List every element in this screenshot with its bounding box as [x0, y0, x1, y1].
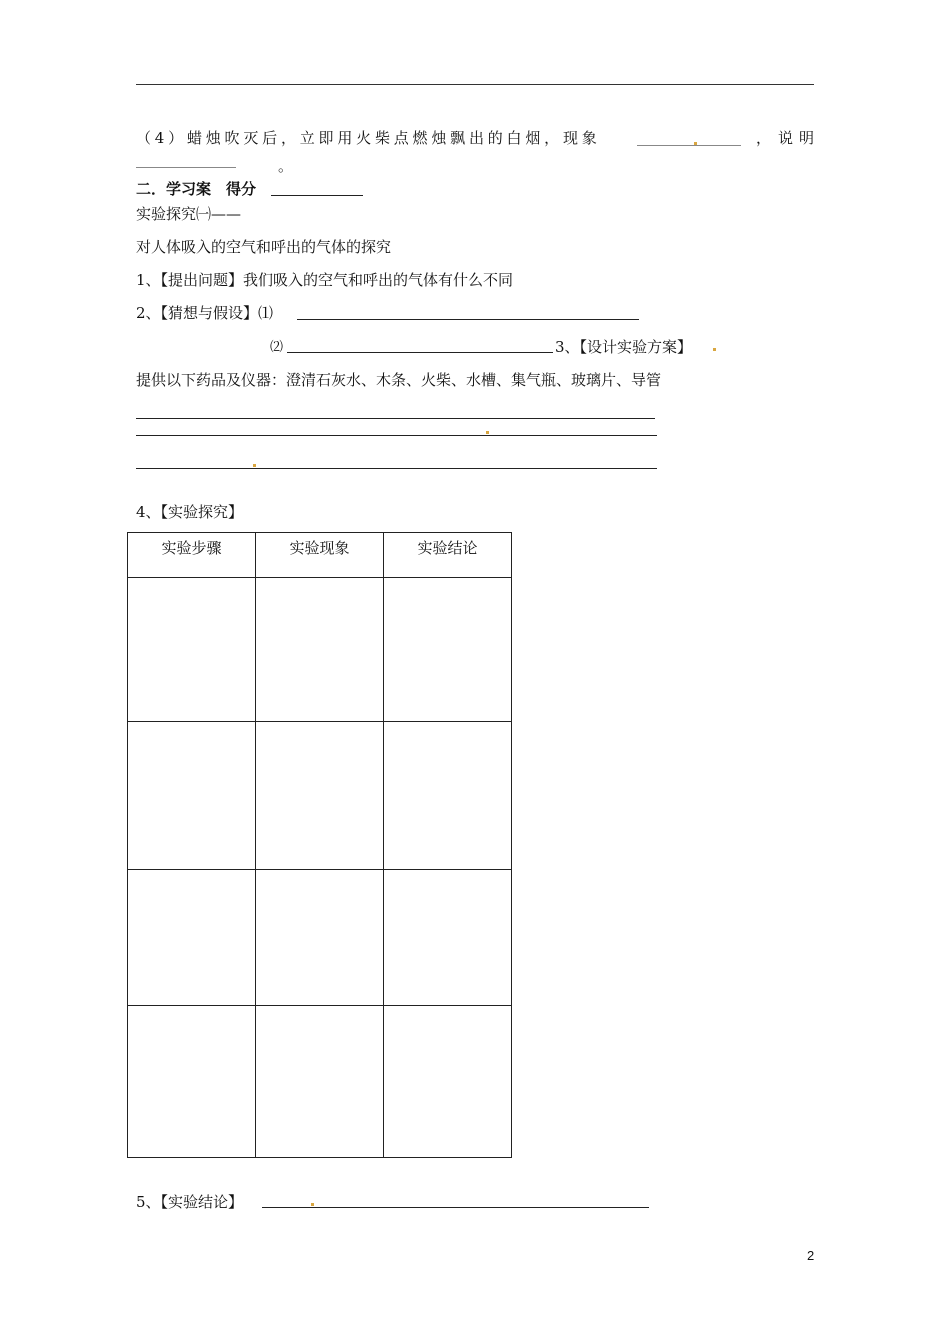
item3-design: 3、【设计实验方案】: [555, 338, 693, 356]
score-blank[interactable]: [271, 195, 363, 196]
table-cell[interactable]: [128, 722, 256, 870]
table-cell[interactable]: [384, 722, 512, 870]
materials-list: 提供以下药品及仪器：澄清石灰水、木条、火柴、水槽、集气瓶、玻璃片、导管: [136, 371, 662, 389]
hypothesis2-label: ⑵: [270, 340, 284, 355]
table-cell[interactable]: [128, 1006, 256, 1158]
conclusion-speck: [311, 1203, 314, 1206]
item1-question: 1、【提出问题】我们吸入的空气和呼出的气体有什么不同: [136, 271, 514, 289]
table-cell[interactable]: [384, 578, 512, 722]
q4-speck: [694, 142, 697, 145]
table-row: [128, 1006, 512, 1158]
q4-say: 说明: [778, 129, 821, 147]
hypothesis2-blank[interactable]: [287, 352, 553, 353]
q4-text: （4）蜡烛吹灭后，立即用火柴点燃烛飘出的白烟，现象: [136, 129, 601, 147]
plan-speck-2: [253, 464, 256, 467]
header-steps: 实验步骤: [128, 533, 256, 578]
page-number: 2: [807, 1248, 815, 1263]
table-cell[interactable]: [384, 1006, 512, 1158]
table-cell[interactable]: [384, 870, 512, 1006]
experiment-table: [127, 532, 512, 1158]
q4-period: 。: [278, 157, 294, 175]
header-phenomena: 实验现象: [256, 533, 384, 578]
item2-hypothesis: 2、【猜想与假设】⑴: [136, 304, 274, 322]
table-cell[interactable]: [256, 722, 384, 870]
table-row: [128, 870, 512, 1006]
experiment-title: 实验探究㈠——: [136, 205, 242, 223]
table-cell[interactable]: [256, 870, 384, 1006]
conclusion-blank[interactable]: [262, 1207, 649, 1208]
item4-explore: 4、【实验探究】: [136, 503, 244, 521]
plan-speck-1: [486, 431, 489, 434]
q4-explain-blank[interactable]: [136, 167, 236, 168]
header-conclusion: 实验结论: [384, 533, 512, 578]
table-cell[interactable]: [128, 578, 256, 722]
experiment-subtitle: 对人体吸入的空气和呼出的气体的探究: [136, 238, 392, 256]
item3-speck: [713, 348, 716, 351]
section2-heading: 二．学习案 得分: [136, 180, 257, 198]
header-rule: [136, 84, 814, 85]
table-header-row: [128, 533, 512, 578]
q4-comma: ，: [756, 129, 772, 147]
plan-line-1[interactable]: [136, 418, 655, 419]
table-row: [128, 722, 512, 870]
table-cell[interactable]: [128, 870, 256, 1006]
table-row: [128, 578, 512, 722]
table-cell[interactable]: [256, 578, 384, 722]
table-cell[interactable]: [256, 1006, 384, 1158]
q4-phenomenon-blank[interactable]: [637, 145, 741, 146]
plan-line-2[interactable]: [136, 435, 657, 436]
plan-line-3[interactable]: [136, 468, 657, 469]
item5-conclusion: 5、【实验结论】: [136, 1193, 244, 1211]
hypothesis1-blank[interactable]: [297, 319, 639, 320]
